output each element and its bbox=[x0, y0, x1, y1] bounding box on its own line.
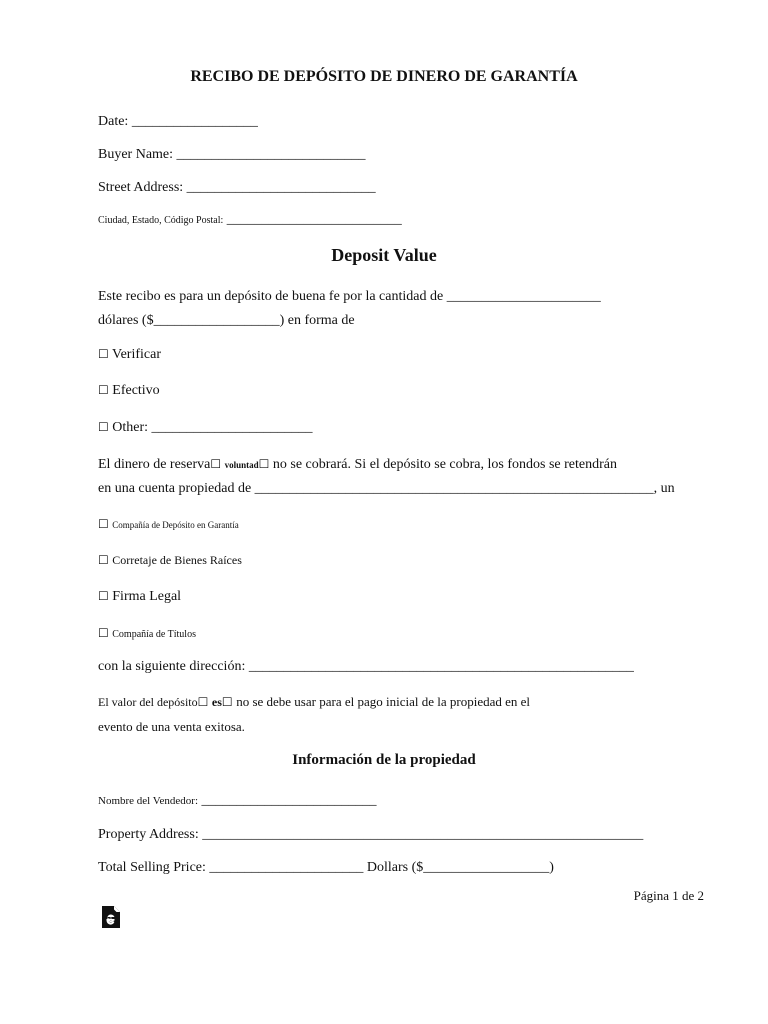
checkbox-icon[interactable]: ☐ bbox=[98, 420, 109, 434]
payment-option-other-label: Other: bbox=[112, 420, 149, 435]
holder-option-title-company bbox=[98, 624, 196, 644]
value-es-label: es bbox=[211, 695, 222, 709]
holder-address-line bbox=[98, 658, 634, 676]
payment-option-cash bbox=[98, 381, 160, 400]
dollars-blank[interactable]: __________________ bbox=[153, 313, 280, 328]
city-state-zip-label: Ciudad, Estado, Código Postal: bbox=[98, 215, 224, 226]
property-info-heading: Información de la propiedad bbox=[292, 752, 476, 768]
seller-name-field bbox=[98, 792, 377, 810]
holder-option-law-firm bbox=[98, 587, 181, 606]
account-suffix: , un bbox=[653, 481, 675, 496]
holder-address-blank[interactable]: _______________________________________________________ bbox=[248, 659, 634, 674]
buyer-name-blank[interactable]: ___________________________ bbox=[176, 147, 366, 162]
eforms-logo-icon bbox=[102, 906, 120, 928]
city-state-zip-field bbox=[98, 211, 402, 230]
property-address-label: Property Address: bbox=[98, 827, 199, 842]
holder-option-title-company-label: Compañía de Títulos bbox=[112, 629, 196, 640]
seller-name-blank[interactable]: _________________________ bbox=[201, 793, 377, 808]
page-number: Página 1 de 2 bbox=[633, 888, 704, 903]
escrow-text-1: El dinero de reserva bbox=[98, 457, 211, 472]
payment-option-check bbox=[98, 345, 161, 364]
value-text-1: El valor del depósito bbox=[98, 695, 198, 709]
payment-option-check-label: Verificar bbox=[112, 347, 161, 362]
checkbox-icon[interactable]: ☐ bbox=[98, 517, 109, 531]
date-label: Date: bbox=[98, 114, 129, 129]
deposit-value-line bbox=[98, 693, 530, 712]
street-address-field bbox=[98, 179, 376, 197]
escrow-text-2: no se cobrará. Si el depósito se cobra, los fondos se retendrán bbox=[272, 457, 617, 472]
account-owner-blank[interactable]: _________________________________________________________ bbox=[254, 481, 654, 496]
seller-name-label: Nombre del Vendedor: bbox=[98, 795, 198, 807]
price-dollars-label: Dollars ($ bbox=[366, 860, 424, 875]
payment-option-other bbox=[98, 418, 313, 437]
total-price-blank[interactable]: ______________________ bbox=[209, 860, 364, 875]
deposit-value-heading: Deposit Value bbox=[331, 245, 437, 265]
price-dollars-blank[interactable]: __________________ bbox=[423, 860, 550, 875]
receipt-amount-line bbox=[98, 288, 601, 306]
checkbox-icon[interactable]: ☐ bbox=[98, 383, 109, 397]
dollars-prefix: dólares ($ bbox=[98, 313, 154, 328]
street-address-label: Street Address: bbox=[98, 180, 184, 195]
holder-option-real-estate bbox=[98, 551, 242, 570]
total-price-field bbox=[98, 859, 554, 877]
holder-option-real-estate-label: Corretaje de Bienes Raíces bbox=[112, 553, 242, 567]
holder-address-text: con la siguiente dirección: bbox=[98, 659, 246, 674]
buyer-name-field bbox=[98, 146, 366, 164]
total-price-label: Total Selling Price: bbox=[98, 860, 206, 875]
checkbox-icon[interactable]: ☐ bbox=[98, 347, 109, 361]
checkbox-icon[interactable]: ☐ bbox=[98, 553, 109, 567]
property-address-blank[interactable]: _______________________________________________________________ bbox=[202, 827, 644, 842]
account-text: en una cuenta propiedad de bbox=[98, 481, 252, 496]
escrow-line bbox=[98, 455, 617, 474]
dollars-suffix: ) en forma de bbox=[279, 313, 355, 328]
checkbox-icon[interactable]: ☐ bbox=[98, 589, 109, 603]
receipt-text: Este recibo es para un depósito de buena fe por la cantidad de bbox=[98, 289, 444, 304]
payment-option-cash-label: Efectivo bbox=[112, 383, 160, 398]
street-address-blank[interactable]: ___________________________ bbox=[186, 180, 376, 195]
date-blank[interactable]: __________________ bbox=[131, 114, 258, 129]
buyer-name-label: Buyer Name: bbox=[98, 147, 174, 162]
city-state-zip-blank[interactable]: _________________________ bbox=[226, 212, 402, 227]
holder-option-escrow-company-label: Compañía de Depósito en Garantía bbox=[112, 520, 239, 530]
receipt-amount-blank[interactable]: ______________________ bbox=[446, 289, 601, 304]
value-text-3: evento de una venta exitosa. bbox=[98, 719, 245, 734]
document-title: RECIBO DE DEPÓSITO DE DINERO DE GARANTÍA bbox=[190, 68, 578, 85]
value-text-2: no se debe usar para el pago inicial de la propiedad en el bbox=[236, 694, 531, 709]
dollars-line bbox=[98, 312, 355, 330]
price-close: ) bbox=[549, 860, 554, 875]
holder-option-law-firm-label: Firma Legal bbox=[112, 589, 182, 604]
checkbox-icon[interactable]: ☐ bbox=[221, 695, 233, 709]
property-address-field bbox=[98, 826, 643, 844]
checkbox-icon[interactable]: ☐ bbox=[210, 457, 222, 471]
checkbox-icon[interactable]: ☐ bbox=[98, 626, 109, 640]
date-field bbox=[98, 113, 258, 131]
account-line bbox=[98, 480, 675, 498]
escrow-voluntary-label: voluntad bbox=[224, 460, 259, 470]
checkbox-icon[interactable]: ☐ bbox=[197, 695, 209, 709]
payment-option-other-blank[interactable]: _______________________ bbox=[151, 420, 313, 435]
checkbox-icon[interactable]: ☐ bbox=[258, 457, 270, 471]
holder-option-escrow-company bbox=[98, 515, 239, 534]
